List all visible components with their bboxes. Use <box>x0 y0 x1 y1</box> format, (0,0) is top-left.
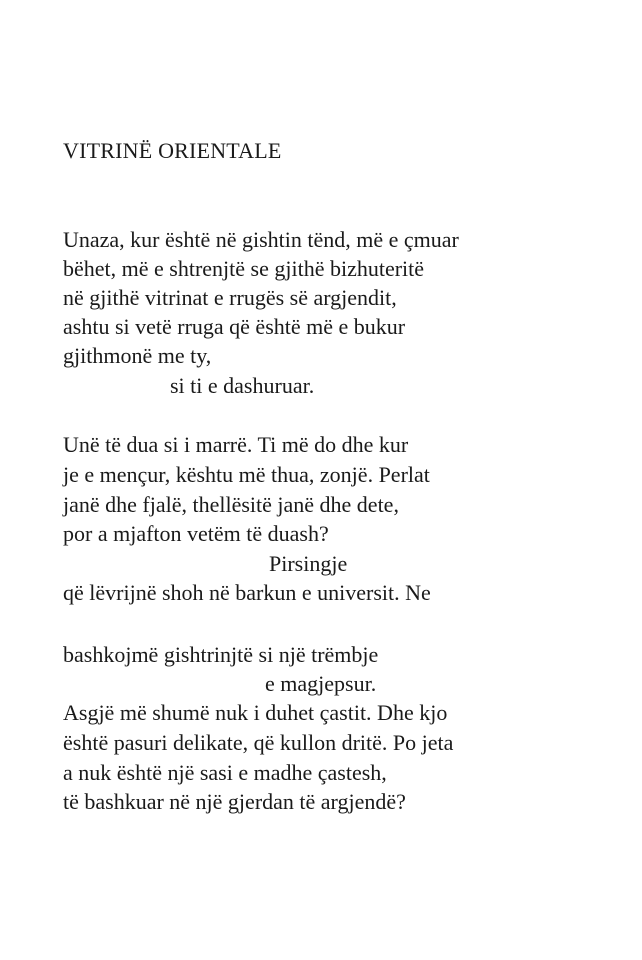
poem-line: që lëvrijnë shoh në barkun e universit. Ne <box>63 580 431 605</box>
poem-line: të bashkuar në një gjerdan të argjendë? <box>63 789 406 814</box>
poem-line: Unë të dua si i marrë. Ti më do dhe kur <box>63 432 409 457</box>
poem-line: Pirsingje <box>269 551 348 576</box>
poem-title: VITRINË ORIENTALE <box>63 138 282 163</box>
poem-line: janë dhe fjalë, thellësitë janë dhe dete, <box>63 492 399 517</box>
poem-line: ashtu si vetë rruga që është më e bukur <box>63 314 406 339</box>
poem-line: e magjepsur. <box>265 671 377 696</box>
poem-line: është pasuri delikate, që kullon dritë. Po jeta <box>63 730 454 755</box>
poem-line: por a mjafton vetëm të duash? <box>63 521 329 546</box>
poem-line: Asgjë më shumë nuk i duhet çastit. Dhe kjo <box>63 700 448 725</box>
poem-line: në gjithë vitrinat e rrugës së argjendit, <box>63 285 397 310</box>
poem-line: gjithmonë me ty, <box>63 343 212 368</box>
poem-line: a nuk është një sasi e madhe çastesh, <box>63 760 387 785</box>
poem-line: bashkojmë gishtrinjtë si një trëmbje <box>63 642 379 667</box>
poem-line: si ti e dashuruar. <box>170 373 315 398</box>
poem-line: bëhet, më e shtrenjtë se gjithë bizhuteritë <box>63 256 425 281</box>
poem-line: Unaza, kur është në gishtin tënd, më e çmuar <box>63 227 459 252</box>
poem-line: je e mençur, kështu më thua, zonjë. Perlat <box>63 462 430 487</box>
